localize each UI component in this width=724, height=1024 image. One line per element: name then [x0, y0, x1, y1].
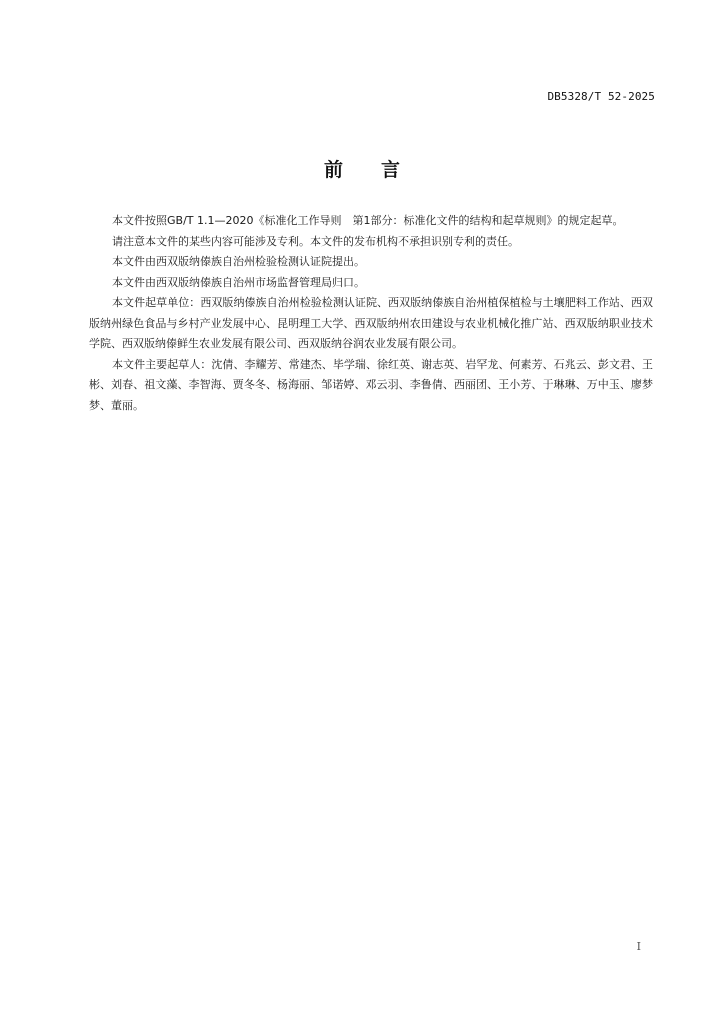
- preface-body: [89, 211, 653, 416]
- paragraph-drafting-basis: 本文件按照GB/T 1.1—2020《标准化工作导则 第1部分：标准化文件的结构和起草规则》的规定起草。: [112, 214, 624, 227]
- paragraph-administrator: 本文件由西双版纳傣族自治州市场监督管理局归口。: [112, 275, 365, 289]
- paragraph-patent-notice: 请注意本文件的某些内容可能涉及专利。本文件的发布机构不承担识别专利的责任。: [112, 234, 519, 248]
- document-code: DB5328/T 52-2025: [547, 90, 655, 103]
- page-number: I: [636, 940, 641, 953]
- paragraph-drafters: 本文件主要起草人：沈倩、李耀芳、常建杰、毕学瑞、徐红英、谢志英、岩罕龙、何素芳、石兆云、彭文君、王彬、刘春、祖文藻、李智海、贾冬冬、杨海丽、邹诺婷、邓云羽、李鲁倩、西丽团、王小芳、于琳琳、万中玉、廖梦梦、董丽。: [89, 357, 653, 412]
- page-title: 前言: [323, 159, 438, 181]
- paragraph-proposer: 本文件由西双版纳傣族自治州检验检测认证院提出。: [112, 255, 365, 268]
- paragraph-drafting-units: 本文件起草单位：西双版纳傣族自治州检验检测认证院、西双版纳傣族自治州植保植检与土壤肥料工作站、西双版纳州绿色食品与乡村产业发展中心、昆明理工大学、西双版纳州农田建设与农业机械化推广站、西双版纳职业技术学院、西双版纳傣鲜生农业发展有限公司、西双版纳谷润农业发展有限公司。: [89, 296, 653, 350]
